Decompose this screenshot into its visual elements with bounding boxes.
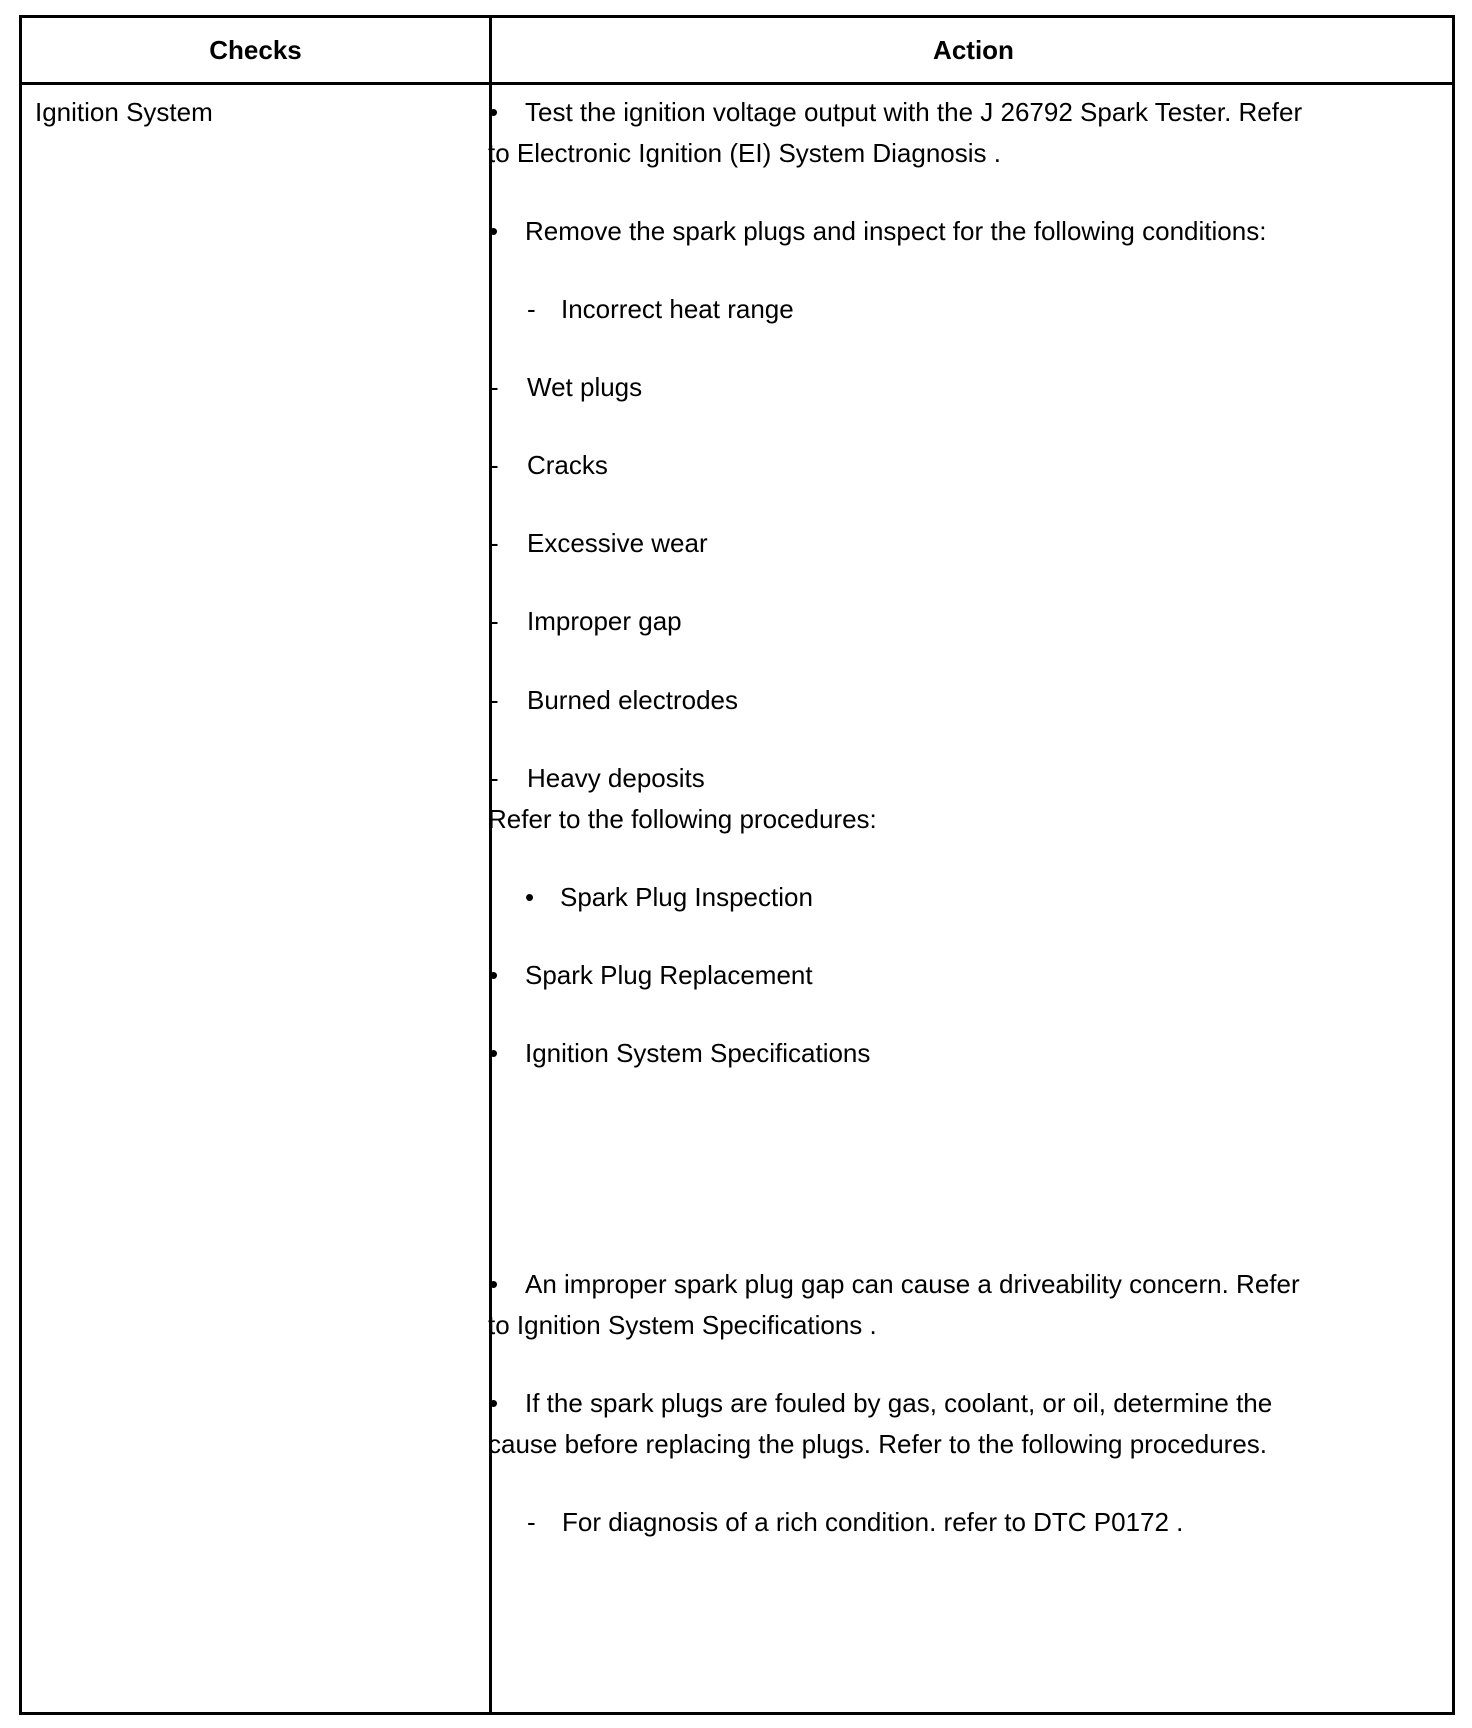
dash-marker: - [490, 685, 499, 715]
bullet-marker: • [489, 216, 499, 246]
action-line: Excessive wear [527, 528, 708, 558]
action-line: If the spark plugs are fouled by gas, coolant, or oil, determine the [525, 1388, 1273, 1418]
action-line: Test the ignition voltage output with the J 26792 Spark Tester. Refer [525, 97, 1303, 127]
action-line: An improper spark plug gap can cause a driveability concern. Refer [525, 1269, 1300, 1299]
action-line: Cracks [527, 450, 608, 480]
dash-marker: - [490, 372, 499, 402]
dash-marker: - [490, 450, 499, 480]
check-ignition-system: Ignition System [35, 97, 213, 127]
action-line: Remove the spark plugs and inspect for the following conditions: [525, 216, 1267, 246]
action-line: For diagnosis of a rich condition. refer to DTC P0172 . [562, 1507, 1184, 1537]
dash-marker: - [490, 763, 499, 793]
action-line: Refer to the following procedures: [488, 804, 877, 834]
checks-action-table [19, 15, 1455, 1715]
dash-marker: - [490, 528, 499, 558]
bullet-marker: • [489, 97, 499, 127]
action-line: cause before replacing the plugs. Refer to the following procedures. [488, 1429, 1268, 1459]
action-line: Burned electrodes [527, 685, 739, 715]
action-line: Spark Plug Inspection [560, 882, 813, 912]
bullet-marker: • [489, 1388, 499, 1418]
bullet-marker: • [525, 882, 535, 912]
bullet-marker: • [489, 1269, 499, 1299]
bullet-marker: • [489, 960, 499, 990]
dash-marker: - [527, 294, 536, 324]
action-line: Ignition System Specifications [525, 1038, 871, 1068]
header-checks: Checks [209, 35, 302, 65]
action-line: Wet plugs [527, 372, 643, 402]
dash-marker: - [527, 1507, 536, 1537]
action-line: to Ignition System Specifications . [488, 1310, 877, 1340]
header-divider [22, 82, 1452, 85]
action-line: to Electronic Ignition (EI) System Diagnosis . [488, 138, 1001, 168]
bullet-marker: • [489, 1038, 499, 1068]
action-line: Improper gap [527, 606, 682, 636]
action-line: Heavy deposits [527, 763, 705, 793]
header-action: Action [933, 35, 1014, 65]
action-line: Incorrect heat range [561, 294, 794, 324]
action-line: Spark Plug Replacement [525, 960, 813, 990]
dash-marker: - [490, 606, 499, 636]
